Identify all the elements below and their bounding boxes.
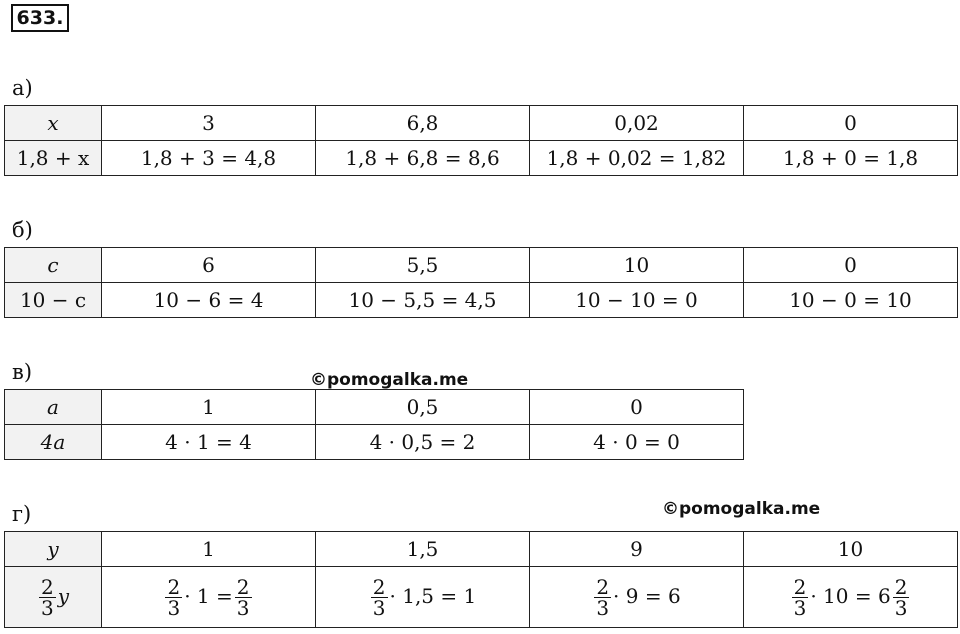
part-b-label: б) <box>12 218 33 242</box>
result-cell <box>102 567 316 628</box>
task-number: 633. <box>11 4 69 32</box>
result-cell <box>530 567 744 628</box>
table-row-x <box>5 106 958 141</box>
fraction-numerator: 2 <box>596 574 610 599</box>
value-cell: 10 <box>744 532 958 567</box>
fraction-denominator: 3 <box>596 595 610 620</box>
fraction-numerator: 2 <box>372 574 386 599</box>
table-part-v <box>4 389 744 460</box>
table-row-expr <box>5 425 744 460</box>
fraction <box>594 574 611 620</box>
fraction-denominator: 3 <box>894 595 908 620</box>
result-text: · 9 = 6 <box>613 583 681 608</box>
value-cell: 1 <box>102 390 316 425</box>
table-row-expr <box>5 567 958 628</box>
part-g-label: г) <box>12 502 32 526</box>
part-a-label: а) <box>12 76 33 100</box>
expr-header-text: 1,8 + x <box>16 146 90 170</box>
value-cell: 1 <box>102 532 316 567</box>
value-cell: 6,8 <box>316 106 530 141</box>
fraction-denominator: 3 <box>40 595 54 620</box>
result-cell: 4 · 1 = 4 <box>102 425 316 460</box>
table-row-c <box>5 248 958 283</box>
fraction-numerator: 2 <box>793 574 807 599</box>
fraction-numerator: 2 <box>40 574 54 599</box>
result-cell: 10 − 10 = 0 <box>530 283 744 318</box>
value-cell: 9 <box>530 532 744 567</box>
table-row-y <box>5 532 958 567</box>
value-cell: 5,5 <box>316 248 530 283</box>
value-cell: 3 <box>102 106 316 141</box>
watermark: ©pomogalka.me <box>662 499 821 519</box>
table-part-a <box>4 105 958 176</box>
result-cell: 4 · 0 = 0 <box>530 425 744 460</box>
fraction <box>371 574 388 620</box>
value-cell: 0,02 <box>530 106 744 141</box>
expr-var: y <box>57 583 70 608</box>
result-cell: 10 − 0 = 10 <box>744 283 958 318</box>
fraction <box>39 574 56 620</box>
table-row-expr <box>5 283 958 318</box>
fraction-denominator: 3 <box>372 595 386 620</box>
expr-header <box>5 141 102 176</box>
value-cell: 1,5 <box>316 532 530 567</box>
expr-header <box>5 567 102 628</box>
fraction <box>235 574 252 620</box>
fraction-numerator: 2 <box>894 574 908 599</box>
fraction <box>792 574 809 620</box>
fraction-denominator: 3 <box>793 595 807 620</box>
fraction-denominator: 3 <box>236 595 250 620</box>
result-cell: 1,8 + 3 = 4,8 <box>102 141 316 176</box>
result-text: · 10 = 6 <box>810 583 891 608</box>
result-cell: 10 − 5,5 = 4,5 <box>316 283 530 318</box>
part-v-label: в) <box>12 360 33 384</box>
var-header: x <box>5 106 102 141</box>
value-cell: 0,5 <box>316 390 530 425</box>
fraction-numerator: 2 <box>236 574 250 599</box>
value-cell: 6 <box>102 248 316 283</box>
result-cell: 1,8 + 0 = 1,8 <box>744 141 958 176</box>
value-cell: 0 <box>744 106 958 141</box>
result-cell <box>316 567 530 628</box>
result-text: · 1,5 = 1 <box>389 583 477 608</box>
table-row-expr <box>5 141 958 176</box>
var-header: y <box>5 532 102 567</box>
fraction-numerator: 2 <box>167 574 181 599</box>
value-cell: 0 <box>744 248 958 283</box>
table-part-g <box>4 531 958 628</box>
result-cell: 4 · 0,5 = 2 <box>316 425 530 460</box>
result-cell: 1,8 + 6,8 = 8,6 <box>316 141 530 176</box>
result-cell <box>744 567 958 628</box>
fraction <box>893 574 910 620</box>
value-cell: 0 <box>530 390 744 425</box>
var-header: a <box>5 390 102 425</box>
fraction <box>165 574 182 620</box>
expr-header: 10 − c <box>5 283 102 318</box>
expr-header: 4a <box>5 425 102 460</box>
fraction-denominator: 3 <box>167 595 181 620</box>
result-cell: 10 − 6 = 4 <box>102 283 316 318</box>
result-cell: 1,8 + 0,02 = 1,82 <box>530 141 744 176</box>
table-part-b <box>4 247 958 318</box>
result-text: · 1 = <box>184 583 233 608</box>
var-header: c <box>5 248 102 283</box>
value-cell: 10 <box>530 248 744 283</box>
watermark: ©pomogalka.me <box>310 370 469 390</box>
table-row-a <box>5 390 744 425</box>
